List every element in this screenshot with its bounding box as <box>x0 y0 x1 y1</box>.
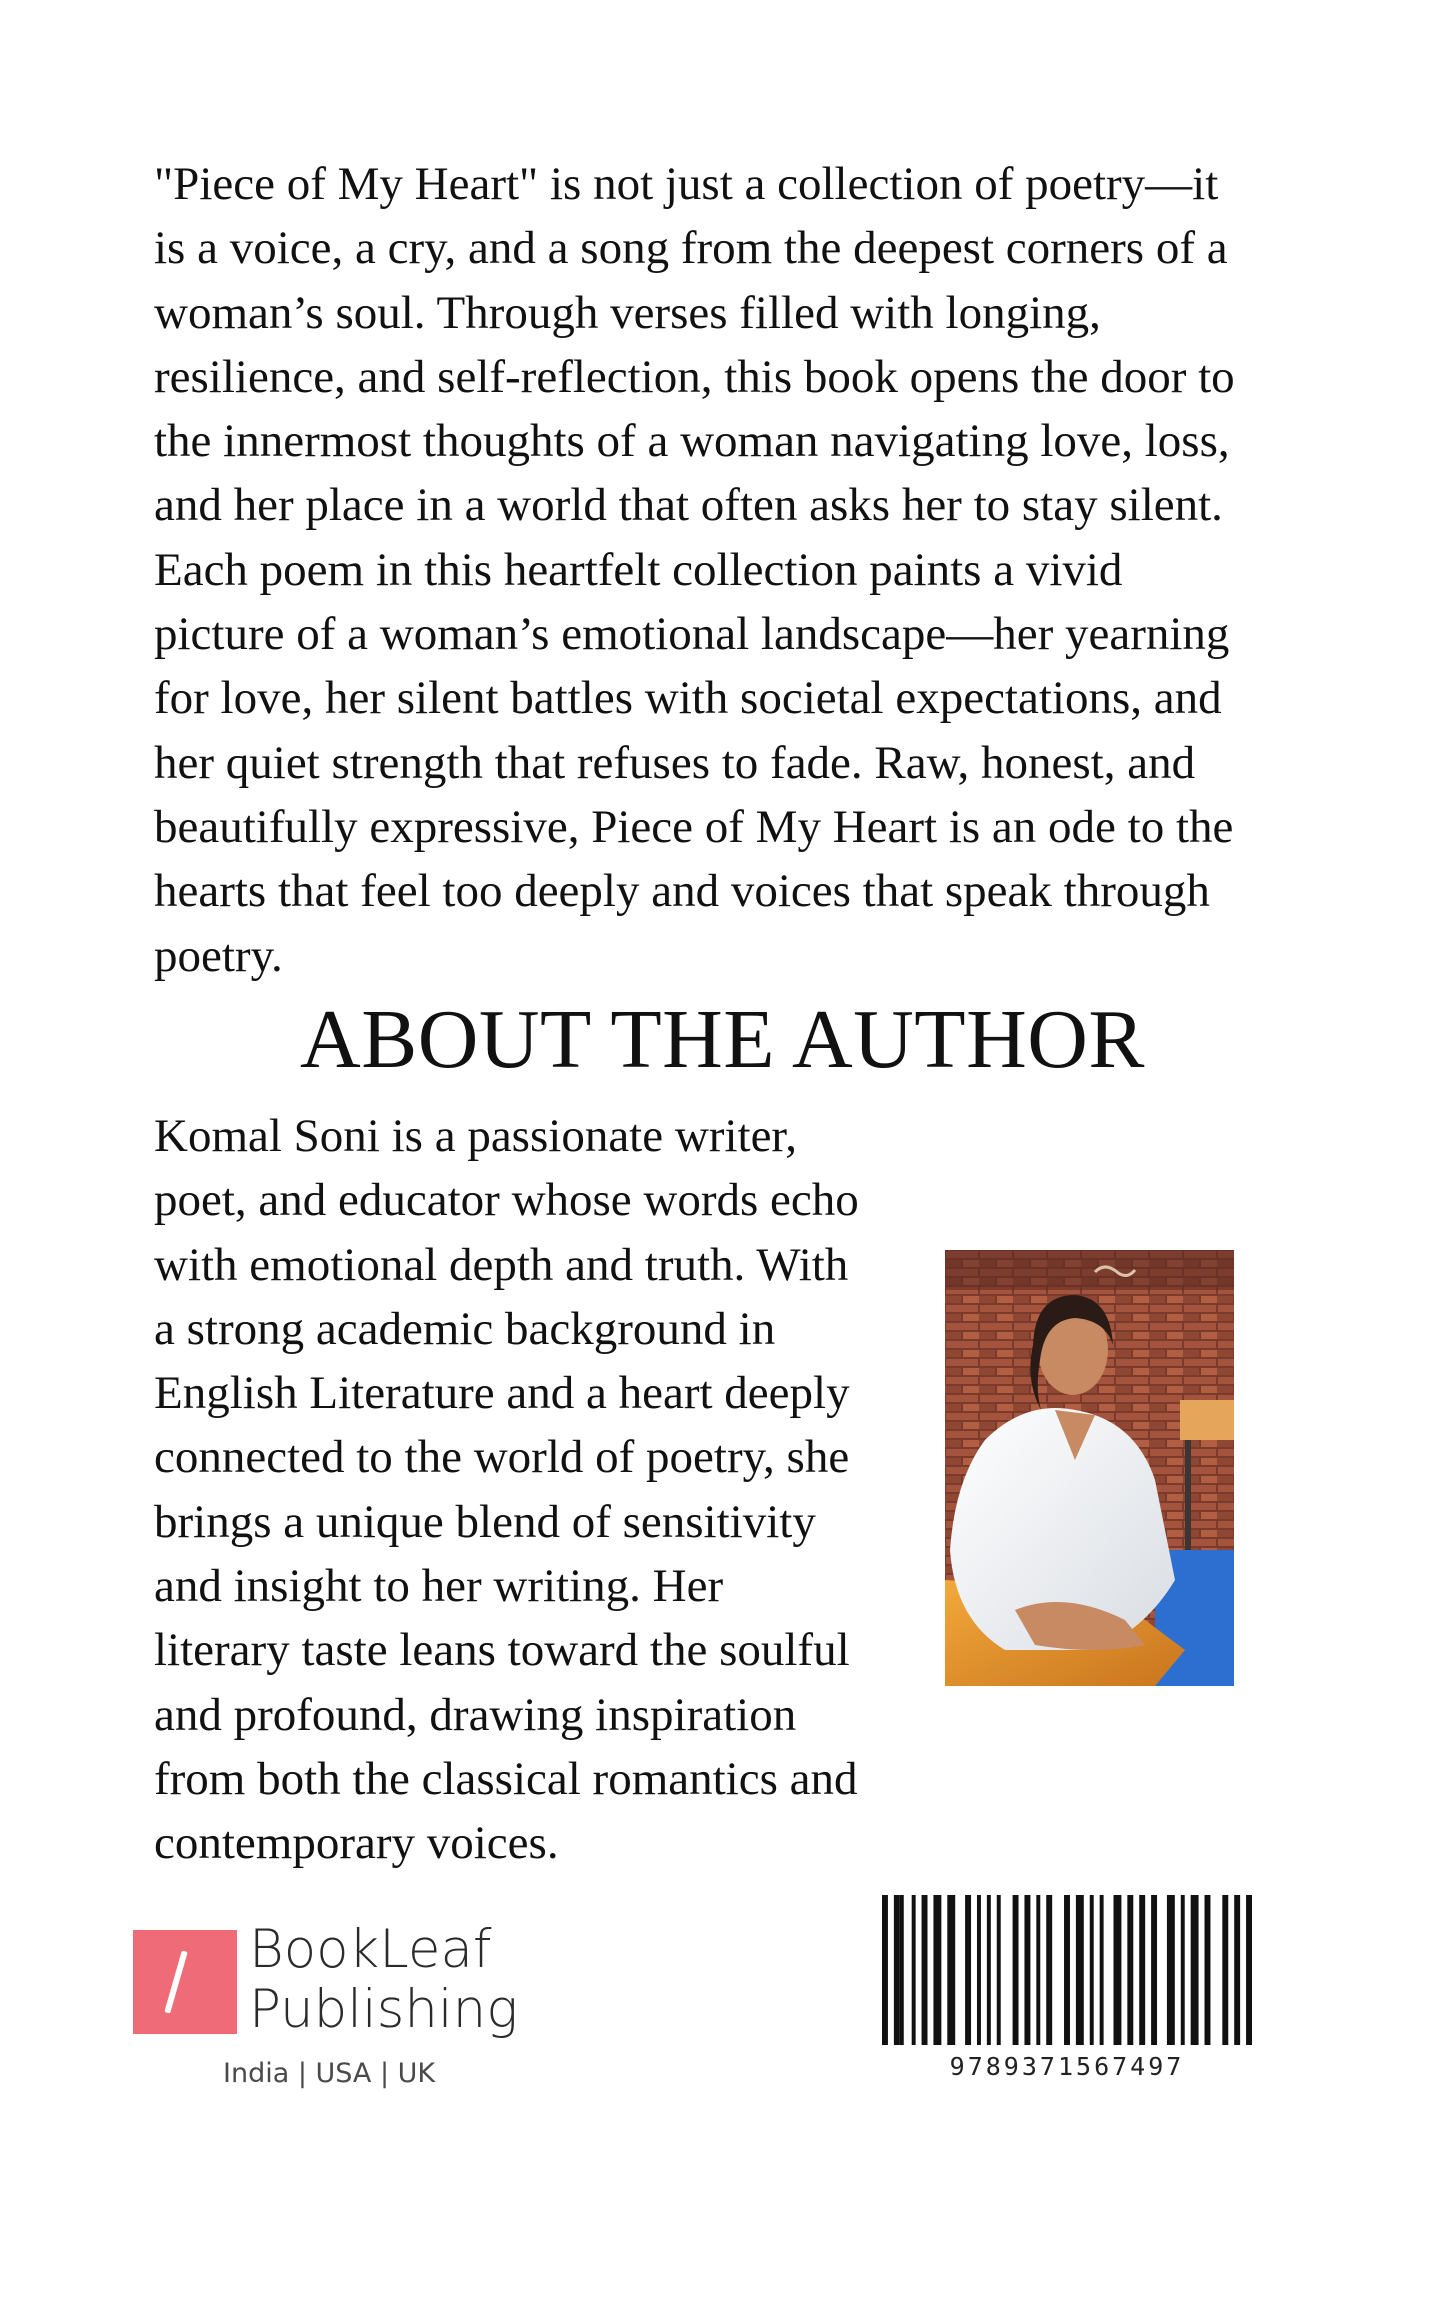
publisher-logo <box>133 1920 533 2100</box>
isbn-barcode <box>882 1895 1252 2045</box>
publisher-mark-icon <box>133 1930 237 2034</box>
publisher-name <box>249 1920 518 2040</box>
publisher-regions: India | USA | UK <box>223 2058 436 2089</box>
isbn-number: 9789371567497 <box>949 2052 1185 2081</box>
back-cover-blurb: "Piece of My Heart" is not just a collection of poetry—it is a voice, a cry, and a song from the deepest corners of a woman’s soul. Through verses filled with longing, resilience, and self-reflection, this book opens the door to the innermost thoughts of a woman navigating love, loss, and her place in a world that often asks her to stay silent. Each poem in this heartfelt collection paints a vivid picture of a woman’s emotional landscape—her yearning for love, her silent battles with societal expectations, and her quiet strength that refuses to fade. Raw, honest, and beautifully expressive, Piece of My Heart is an ode to the hearts that feel too deeply and voices that speak through poetry. <box>154 158 1235 982</box>
author-photo <box>945 1250 1234 1686</box>
publisher-name-line1: BookLeaf <box>249 1919 492 1980</box>
about-author-heading: ABOUT THE AUTHOR <box>300 993 1145 1086</box>
author-bio: Komal Soni is a passionate writer, poet, and educator whose words echo with emotional depth and truth. With a strong academic background in English Literature and a heart deeply connected to the world of poetry, she brings a unique blend of sensitivity and insight to her writing. Her literary taste leans toward the soulful and profound, drawing inspiration from both the classical romantics and contemporary voices. <box>154 1110 859 1870</box>
publisher-name-line2: Publishing <box>249 1979 519 2040</box>
